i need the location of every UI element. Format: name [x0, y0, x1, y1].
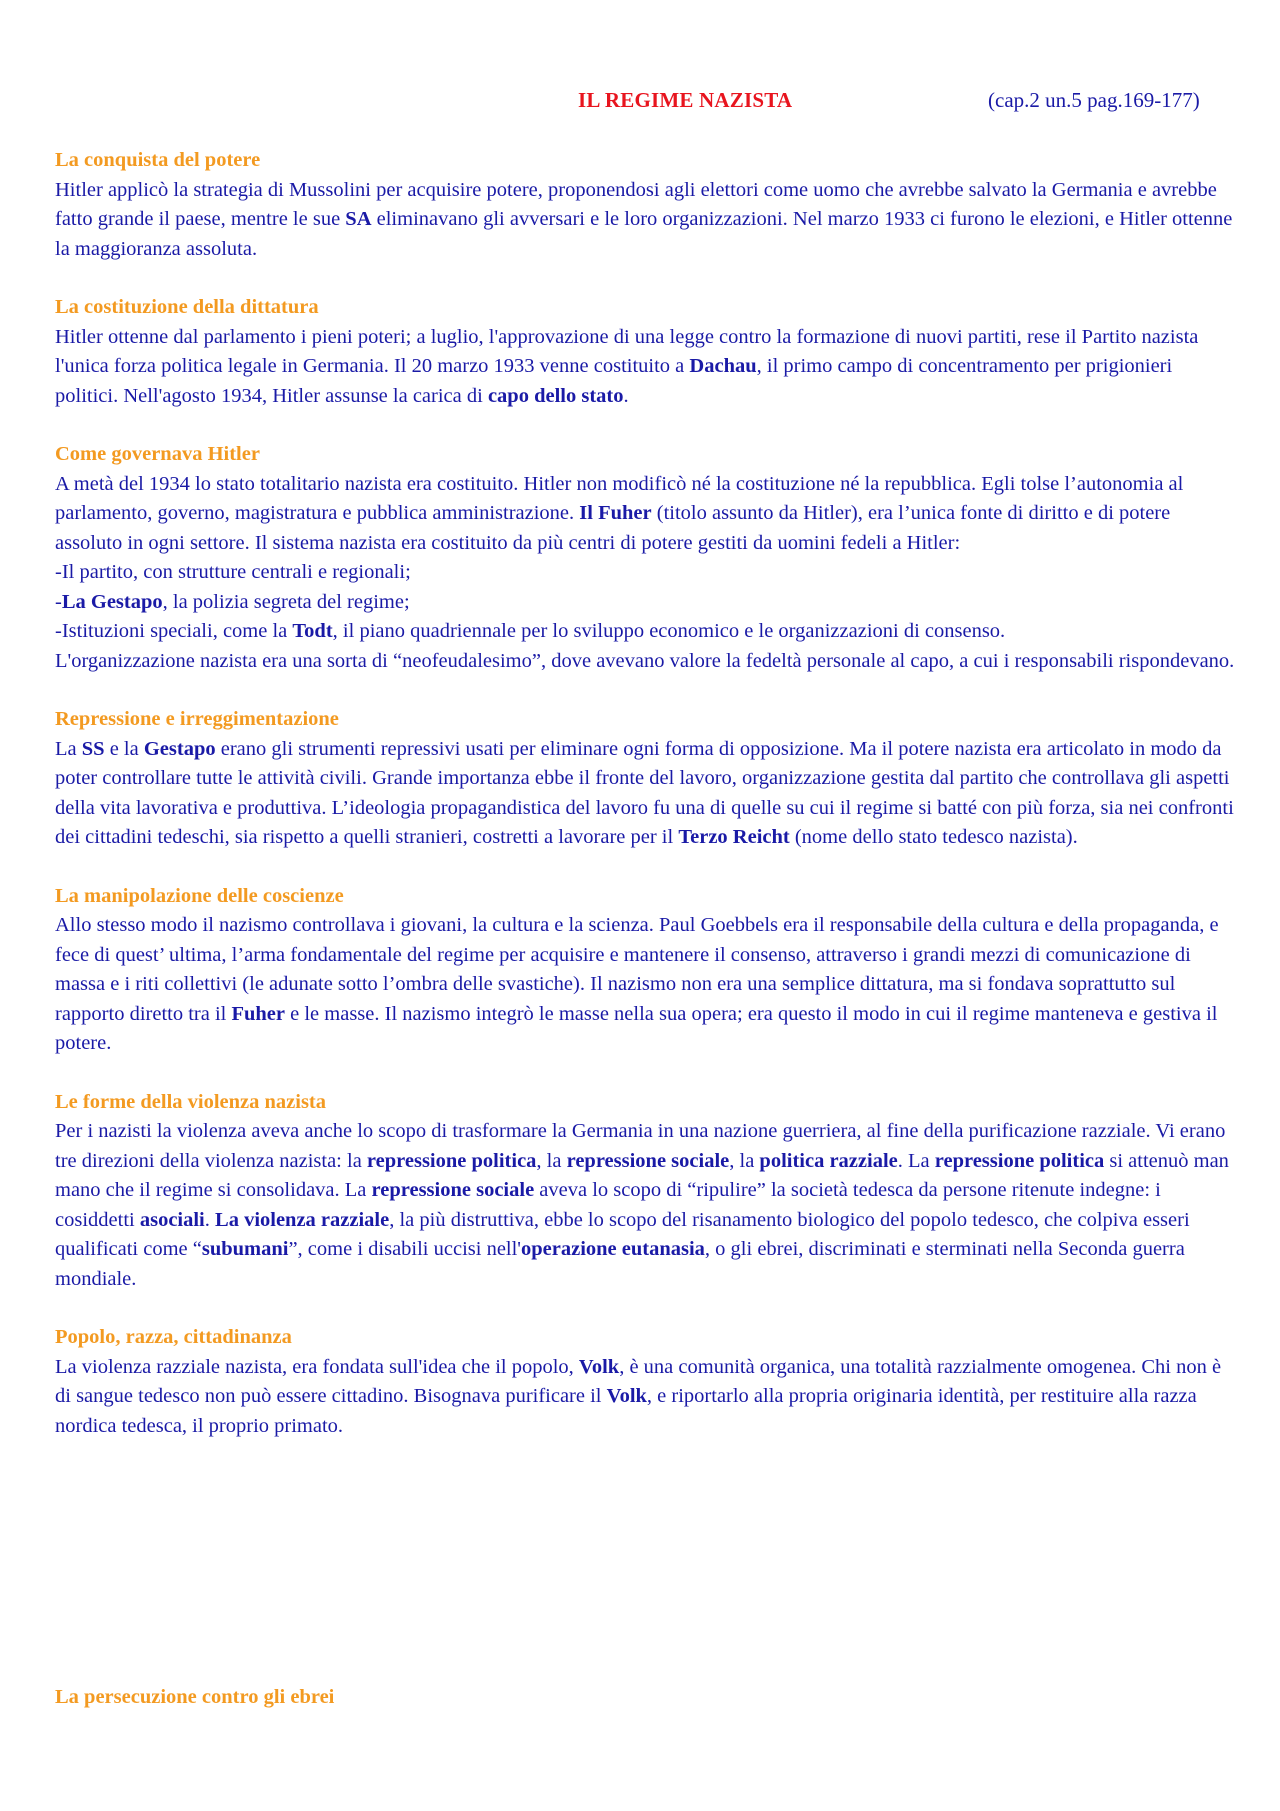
section-heading: Popolo, razza, cittadinanza: [55, 1326, 292, 1348]
text-run: , il primo campo di concentramento per prigionieri politici. Nell'agosto 1934, Hitler assunse la carica di: [55, 355, 1173, 407]
text-run: .: [623, 384, 629, 407]
text-run: (titolo assunto da Hitler), era l’unica fonte di diritto e di potere assoluto in ogni settore. Il sistema nazista era costituito da più centri di potere gestiti da uomini fedeli a Hitler:: [55, 502, 1171, 554]
section-heading: Le forme della violenza nazista: [55, 1090, 327, 1113]
bold-term: repressione politica: [934, 1149, 1105, 1172]
text-run: , e riportarlo alla propria originaria identità, per restituire alla razza nordica tedesca, il proprio primato.: [55, 1385, 1197, 1437]
text-run: eliminavano gli avversari e le loro organizzazioni. Nel marzo 1933 ci furono le elezioni, e Hitler ottenne la maggioranza assoluta.: [55, 208, 1233, 260]
section: [55, 1323, 1235, 1441]
text-run: La violenza razziale nazista, era fondata sull'idea che il popolo,: [55, 1355, 579, 1378]
section-paragraph: [55, 558, 1235, 588]
text-run: -Istituzioni speciali, come la: [55, 620, 293, 642]
bold-term: Volk: [606, 1385, 647, 1407]
section-paragraph: [55, 1117, 1235, 1294]
bold-term: capo dello stato: [487, 384, 624, 407]
text-run: , il piano quadriennale per lo sviluppo economico e le organizzazioni di consenso.: [332, 620, 1006, 642]
section-heading-persecuzione: La persecuzione contro gli ebrei: [55, 1686, 335, 1708]
section: [55, 1088, 1235, 1295]
bold-term: SS: [81, 737, 105, 760]
text-run: , la più distruttiva, ebbe lo scopo del risanamento biologico del popolo tedesco, che colpiva esseri qualificati come “: [55, 1208, 1190, 1260]
bold-term: La Gestapo: [61, 590, 163, 613]
document-title: IL REGIME NAZISTA: [578, 88, 793, 112]
section-paragraph: [55, 470, 1235, 559]
text-run: L'organizzazione nazista era una sorta di “neofeudalesimo”, dove avevano valore la fedeltà personale al capo, a cui i responsabili rispondevano.: [55, 649, 1235, 672]
document-body: [55, 146, 1235, 1470]
bold-term: SA: [345, 208, 372, 230]
bold-term: operazione eutanasia: [521, 1238, 705, 1260]
section: [55, 146, 1235, 264]
section: [55, 440, 1235, 676]
section: [55, 705, 1235, 853]
bold-term: repressione sociale: [566, 1149, 730, 1172]
section-paragraph: [55, 1353, 1235, 1442]
section-heading: La manipolazione delle coscienze: [55, 884, 344, 907]
text-run: aveva lo scopo di “ripulire” la società tedesca da persone ritenute indegne: i cosiddetti: [55, 1179, 1161, 1231]
text-run: erano gli strumenti repressivi usati per eliminare ogni forma di opposizione. Ma il potere nazista era articolato in modo da poter controllare tutte le attività civili. Grande importanza ebbe il fronte del lavoro, organizzazione gestita dal partito che controllava gli aspetti della vita lavorativa e produttiva. L’ideologia propagandistica del lavoro fu una di quelle su cui il regime si batté con più forza, sia nei confronti dei cittadini tedeschi, sia rispetto a quelli stranieri, costretti a lavorare per il: [55, 737, 1234, 848]
bold-term: repressione sociale: [371, 1179, 535, 1201]
text-run: , la: [536, 1149, 567, 1172]
text-run: Hitler applicò la strategia di Mussolini per acquisire potere, proponendosi agli elettori come uomo che avrebbe salvato la Germania e avrebbe fatto grande il paese, mentre le sue: [55, 178, 1217, 230]
text-run: La: [55, 737, 82, 760]
text-run: , la polizia segreta del regime;: [162, 590, 410, 613]
text-run: .: [204, 1208, 216, 1231]
text-run: -: [55, 590, 62, 613]
section-paragraph: [55, 647, 1235, 677]
text-run: . La: [897, 1149, 935, 1172]
section-heading: La costituzione della dittatura: [55, 296, 319, 318]
text-run: ”, come i disabili uccisi nell': [288, 1238, 521, 1260]
section-heading: Come governava Hitler: [55, 443, 260, 465]
bold-term: politica razziale: [759, 1149, 898, 1172]
bold-term: repressione politica: [366, 1149, 537, 1172]
text-run: -Il partito, con strutture centrali e regionali;: [55, 561, 411, 583]
bold-term: Fuher: [231, 1002, 286, 1025]
bold-term: Todt: [292, 620, 333, 642]
bold-term: Dachau: [689, 355, 757, 377]
text-run: e la: [104, 737, 144, 760]
text-run: , la: [729, 1149, 760, 1172]
text-run: Allo stesso modo il nazismo controllava i giovani, la cultura e la scienza. Paul Goebbels era il responsabile della cultura e della propaganda, e fece di quest’ ultima, l’arma fondamentale del regime per acquisire e mantenere il consenso, attraverso i grandi mezzi di comunicazione di massa e i riti collettivi (le adunate sotto l’ombra delle svastiche). Il nazismo non era una semplice dittatura, ma si fondava soprattutto sul rapporto diretto tra il: [55, 914, 1219, 1025]
bold-term: Il Fuher: [579, 502, 652, 524]
section: [55, 293, 1235, 411]
text-run: A metà del 1934 lo stato totalitario nazista era costituito. Hitler non modificò né la costituzione né la repubblica. Egli tolse l’autonomia al parlamento, governo, magistratura e pubblica amministrazione.: [55, 472, 1184, 524]
text-run: e le masse. Il nazismo integrò le masse nella sua opera; era questo il modo in cui il regime manteneva e gestiva il potere.: [55, 1002, 1218, 1054]
section-paragraph: [55, 176, 1235, 265]
text-run: Per i nazisti la violenza aveva anche lo scopo di trasformare la Germania in una nazione guerriera, al fine della purificazione razziale. Vi erano tre direzioni della violenza nazista: la: [55, 1120, 1226, 1172]
chapter-reference: (cap.2 un.5 pag.169-177): [988, 88, 1200, 112]
text-run: si attenuò man mano che il regime si consolidava. La: [55, 1149, 1229, 1201]
bold-term: La violenza razziale: [215, 1208, 390, 1231]
bold-term: subumani: [201, 1238, 289, 1260]
text-run: , o gli ebrei, discriminati e sterminati nella Seconda guerra mondiale.: [55, 1238, 1185, 1290]
section-paragraph: [55, 588, 1235, 618]
section-heading: Repressione e irreggimentazione: [55, 708, 339, 730]
bold-term: Gestapo: [143, 737, 216, 760]
section-heading: La conquista del potere: [55, 149, 261, 171]
text-run: (nome dello stato tedesco nazista).: [789, 826, 1078, 848]
bold-term: asociali: [139, 1208, 205, 1231]
bold-term: Volk: [578, 1355, 620, 1378]
text-run: , è una comunità organica, una totalità razzialmente omogenea. Chi non è di sangue tedesco non può essere cittadino. Bisognava purificare il: [55, 1355, 1222, 1407]
section-paragraph: [55, 617, 1235, 647]
section-paragraph: [55, 735, 1235, 853]
section: [55, 882, 1235, 1059]
section-paragraph: [55, 911, 1235, 1059]
bold-term: Terzo Reicht: [678, 826, 790, 848]
section-paragraph: [55, 323, 1235, 412]
text-run: Hitler ottenne dal parlamento i pieni poteri; a luglio, l'approvazione di una legge contro la formazione di nuovi partiti, rese il Partito nazista l'unica forza politica legale in Germania. Il 20 marzo 1933 venne costituito a: [55, 325, 1199, 377]
